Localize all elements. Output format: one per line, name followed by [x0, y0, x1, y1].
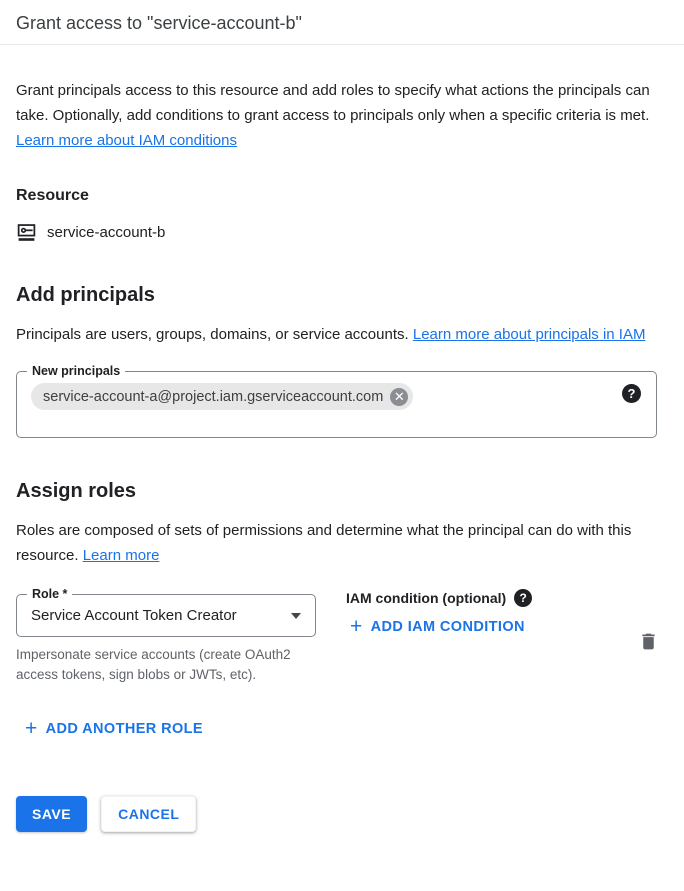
principal-chip-text: service-account-a@project.iam.gserviceaccount.com	[43, 388, 384, 405]
help-icon[interactable]: ?	[514, 589, 532, 607]
iam-condition-label: IAM condition (optional)	[346, 589, 507, 606]
new-principals-label: New principals	[27, 364, 125, 379]
role-select-value: Service Account Token Creator	[31, 607, 237, 624]
iam-condition-label-row	[346, 589, 598, 607]
resource-heading: Resource	[16, 187, 89, 204]
plus-icon: +	[350, 615, 363, 638]
iam-conditions-link[interactable]: Learn more about IAM conditions	[16, 132, 237, 149]
resource-name: service-account-b	[47, 224, 166, 241]
dialog-header	[0, 0, 684, 45]
chevron-down-icon	[291, 613, 301, 619]
intro-text: Grant principals access to this resource and add roles to specify what actions the principals can take. Optionally, add conditions to grant access to principals only when a specific criteria is met.	[16, 82, 650, 124]
intro-paragraph	[16, 78, 668, 153]
role-column	[16, 587, 316, 684]
add-principals-heading: Add principals	[16, 284, 155, 306]
new-principals-field[interactable]	[16, 364, 657, 438]
delete-role-button[interactable]	[628, 601, 668, 684]
add-iam-condition-label: ADD IAM CONDITION	[370, 619, 525, 635]
save-button[interactable]: SAVE	[16, 796, 87, 832]
add-another-role-label: ADD ANOTHER ROLE	[45, 721, 203, 737]
service-account-icon	[16, 222, 37, 243]
roles-description	[16, 518, 668, 568]
role-select-label: Role *	[27, 587, 72, 602]
assign-roles-heading: Assign roles	[16, 480, 137, 502]
principals-description-text: Principals are users, groups, domains, or service accounts.	[16, 326, 409, 343]
role-helper-text: Impersonate service accounts (create OAuth2 access tokens, sign blobs or JWTs, etc).	[16, 647, 291, 682]
add-another-role-button[interactable]	[25, 717, 203, 740]
role-select[interactable]	[16, 587, 316, 637]
roles-description-text: Roles are composed of sets of permissions and determine what the principal can do with this resource.	[16, 522, 632, 564]
iam-condition-column	[346, 589, 598, 684]
dialog-title: Grant access to "service-account-b"	[16, 13, 302, 33]
principals-description	[16, 322, 668, 347]
roles-learn-more-link[interactable]: Learn more	[82, 547, 160, 564]
help-icon[interactable]: ?	[622, 384, 641, 403]
principal-chip	[31, 383, 413, 410]
delete-icon	[638, 640, 659, 655]
role-row	[16, 587, 668, 684]
close-icon[interactable]: ✕	[390, 388, 408, 406]
resource-row	[16, 222, 668, 243]
add-iam-condition-button[interactable]	[350, 615, 525, 638]
plus-icon: +	[25, 717, 38, 740]
dialog-footer	[0, 796, 684, 832]
dialog-body	[0, 78, 684, 740]
principals-learn-more-link[interactable]: Learn more about principals in IAM	[412, 326, 646, 343]
cancel-button[interactable]: CANCEL	[101, 796, 196, 832]
